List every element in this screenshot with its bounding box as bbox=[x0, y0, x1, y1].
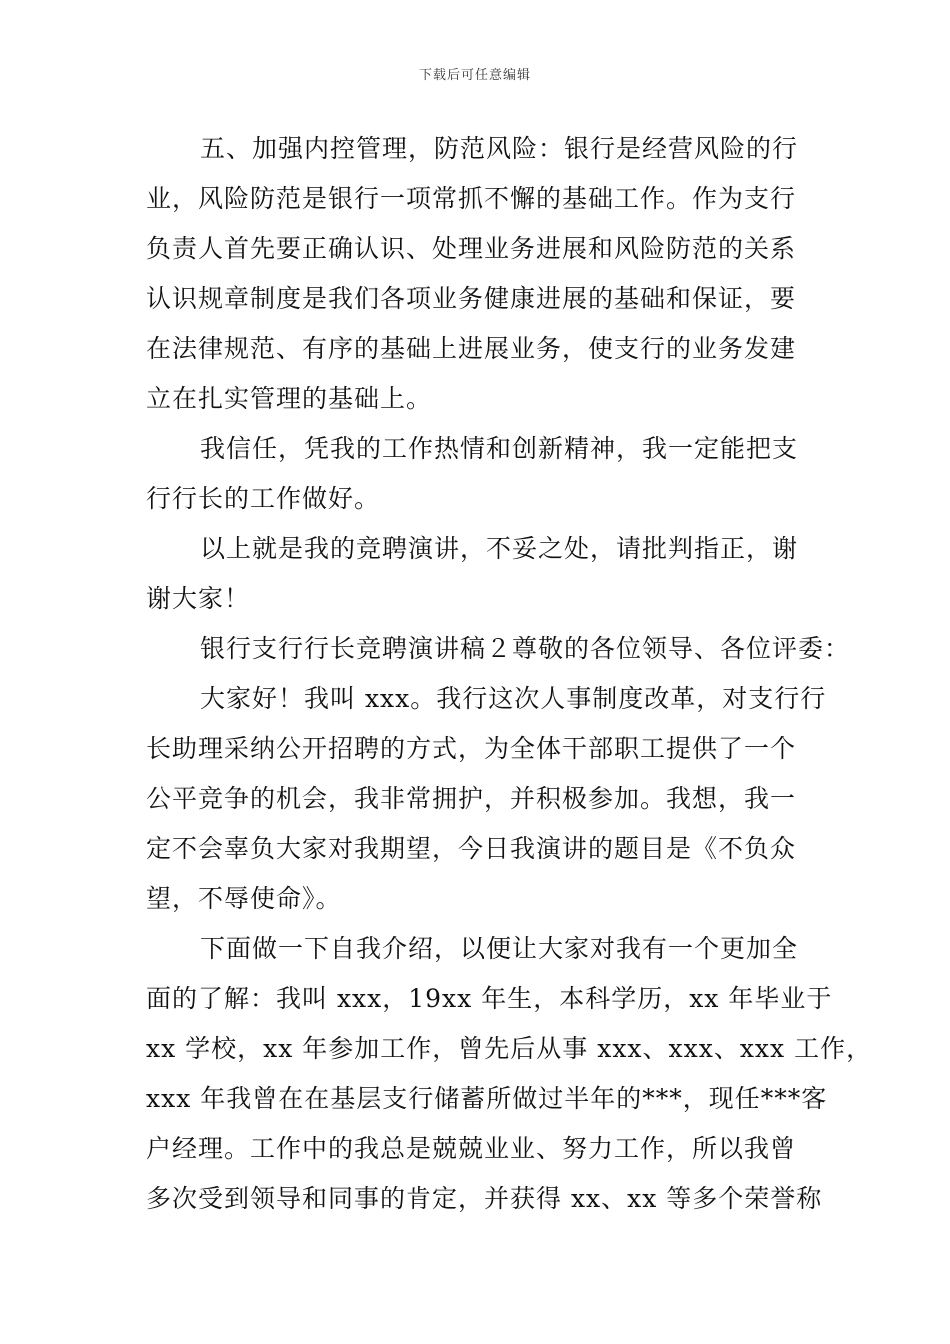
text-line: 下面做一下自我介绍，以便让大家对我有一个更加全 bbox=[200, 934, 799, 963]
text-line: 行行长的工作做好。 bbox=[146, 484, 381, 513]
text-line: 面的了解：我叫 xxx，19xx 年生，本科学历，xx 年毕业于 bbox=[146, 984, 833, 1013]
text-line: 长助理采纳公开招聘的方式，为全体干部职工提供了一个 bbox=[146, 734, 797, 763]
text-line: 以上就是我的竞聘演讲，不妥之处，请批判指正，谢 bbox=[200, 534, 799, 563]
text-line: 定不会辜负大家对我期望，今日我演讲的题目是《不负众 bbox=[146, 834, 797, 863]
text-line: 多次受到领导和同事的肯定，并获得 xx、xx 等多个荣誉称 bbox=[146, 1184, 823, 1213]
text-line: 银行支行行长竞聘演讲稿２尊敬的各位领导、各位评委： bbox=[200, 634, 851, 663]
text-line: 户经理。工作中的我总是兢兢业业、努力工作，所以我曾 bbox=[146, 1134, 797, 1163]
text-line: 负责人首先要正确认识、处理业务进展和风险防范的关系 bbox=[146, 234, 797, 263]
text-line: 公平竞争的机会，我非常拥护，并积极参加。我想，我一 bbox=[146, 784, 797, 813]
text-line: 在法律规范、有序的基础上进展业务，使支行的业务发建 bbox=[146, 334, 797, 363]
text-line: 立在扎实管理的基础上。 bbox=[146, 384, 433, 413]
document-body bbox=[146, 124, 873, 1224]
text-line: 认识规章制度是我们各项业务健康进展的基础和保证，要 bbox=[146, 284, 797, 313]
text-line: 我信任，凭我的工作热情和创新精神，我一定能把支 bbox=[200, 434, 799, 463]
text-line: 谢大家！ bbox=[146, 584, 251, 613]
text-line: 五、加强内控管理，防范风险：银行是经营风险的行 bbox=[200, 134, 799, 163]
text-line: xxx 年我曾在在基层支行储蓄所做过半年的***，现任***客 bbox=[146, 1084, 828, 1113]
text-line: 望，不辱使命》。 bbox=[146, 884, 342, 913]
page-header: 下载后可任意编辑 bbox=[418, 68, 531, 83]
text-line: xx 学校，xx 年参加工作，曾先后从事 xxx、xxx、xxx 工作， bbox=[146, 1034, 873, 1063]
text-line: 业，风险防范是银行一项常抓不懈的基础工作。作为支行 bbox=[146, 184, 797, 213]
text-line: 大家好！我叫 xxx。我行这次人事制度改革，对支行行 bbox=[200, 684, 827, 713]
